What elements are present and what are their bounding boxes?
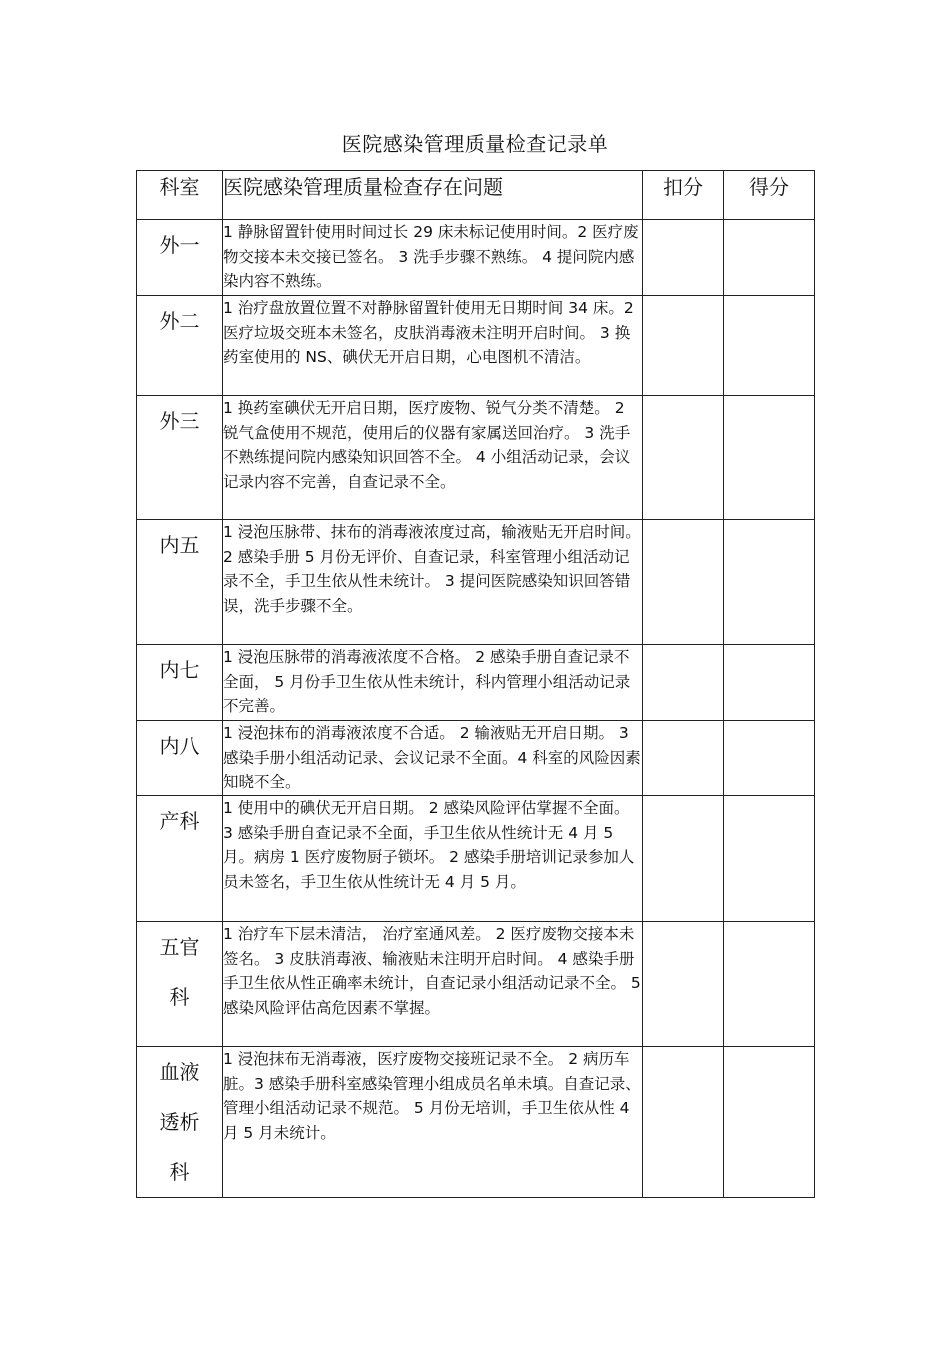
problem-cell: 1 浸泡压脉带、抹布的消毒液浓度过高，输液贴无开启时间。 2 感染手册 5 月份无评价、自查记录，科室管理小组活动记录不全，手卫生依从性未统计。 3 提问医院感染知识回答错误，洗手步骤不全。 bbox=[223, 520, 643, 645]
score-cell bbox=[724, 645, 815, 721]
score-cell bbox=[724, 1047, 815, 1198]
deduction-cell bbox=[643, 296, 724, 396]
department-line: 透析 bbox=[159, 1110, 200, 1134]
table-row bbox=[137, 396, 815, 520]
score-cell bbox=[724, 520, 815, 645]
score-cell bbox=[724, 296, 815, 396]
score-cell bbox=[724, 721, 815, 796]
header-deduction: 扣分 bbox=[643, 171, 724, 220]
department-cell: 产科 bbox=[137, 796, 223, 922]
problem-cell: 1 浸泡抹布的消毒液浓度不合适。 2 输液贴无开启日期。 3 感染手册小组活动记录、会议记录不全面。4 科室的风险因素知晓不全。 bbox=[223, 721, 643, 796]
problem-cell: 1 治疗车下层未清洁， 治疗室通风差。 2 医疗废物交接本未签名。 3 皮肤消毒液、输液贴未注明开启时间。 4 感染手册手卫生依从性正确率未统计，自查记录小组活动记录不全。 5 感染风险评估高危因素不掌握。 bbox=[223, 922, 643, 1047]
table-row bbox=[137, 796, 815, 922]
deduction-cell bbox=[643, 922, 724, 1047]
table-row bbox=[137, 296, 815, 396]
department-cell: 外三 bbox=[137, 396, 223, 520]
deduction-cell bbox=[643, 520, 724, 645]
department-cell: 外一 bbox=[137, 220, 223, 296]
document-title: 医院感染管理质量检查记录单 bbox=[341, 132, 609, 156]
score-cell bbox=[724, 796, 815, 922]
score-cell bbox=[724, 396, 815, 520]
department-cell bbox=[137, 922, 223, 1047]
problem-cell: 1 浸泡抹布无消毒液，医疗废物交接班记录不全。 2 病历车脏。3 感染手册科室感染管理小组成员名单未填。自查记录、管理小组活动记录不规范。 5 月份无培训，手卫生依从性 4 月 5 月未统计。 bbox=[223, 1047, 643, 1198]
header-department: 科室 bbox=[137, 171, 223, 220]
score-cell bbox=[724, 922, 815, 1047]
department-line: 五官 bbox=[159, 935, 200, 959]
table-row bbox=[137, 1047, 815, 1198]
department-cell: 内八 bbox=[137, 721, 223, 796]
score-cell bbox=[724, 220, 815, 296]
department-cell bbox=[137, 1047, 223, 1198]
table-header-row bbox=[137, 171, 815, 220]
department-line: 科 bbox=[169, 1160, 190, 1184]
table-row bbox=[137, 520, 815, 645]
deduction-cell bbox=[643, 1047, 724, 1198]
problem-cell: 1 换药室碘伏无开启日期，医疗废物、锐气分类不清楚。 2 锐气盒使用不规范，使用后的仪器有家属送回治疗。 3 洗手不熟练提问院内感染知识回答不全。 4 小组活动记录，会议记录内容不完善，自查记录不全。 bbox=[223, 396, 643, 520]
deduction-cell bbox=[643, 396, 724, 520]
department-line: 血液 bbox=[159, 1060, 200, 1084]
deduction-cell bbox=[643, 645, 724, 721]
header-problems: 医院感染管理质量检查存在问题 bbox=[223, 171, 643, 220]
department-line: 科 bbox=[169, 985, 190, 1009]
table-row bbox=[137, 922, 815, 1047]
problem-cell: 1 使用中的碘伏无开启日期。 2 感染风险评估掌握不全面。 3 感染手册自查记录不全面，手卫生依从性统计无 4 月 5 月。病房 1 医疗废物厨子锁坏。 2 感染手册培训记录参加人员未签名，手卫生依从性统计无 4 月 5 月。 bbox=[223, 796, 643, 922]
table-row bbox=[137, 220, 815, 296]
table-row bbox=[137, 645, 815, 721]
deduction-cell bbox=[643, 721, 724, 796]
inspection-record-table bbox=[136, 170, 815, 1198]
header-score: 得分 bbox=[724, 171, 815, 220]
problem-cell: 1 静脉留置针使用时间过长 29 床未标记使用时间。2 医疗废物交接本未交接已签名。 3 洗手步骤不熟练。 4 提问院内感染内容不熟练。 bbox=[223, 220, 643, 296]
department-cell: 外二 bbox=[137, 296, 223, 396]
deduction-cell bbox=[643, 796, 724, 922]
problem-cell: 1 浸泡压脉带的消毒液浓度不合格。 2 感染手册自查记录不全面， 5 月份手卫生依从性未统计，科内管理小组活动记录不完善。 bbox=[223, 645, 643, 721]
table-row bbox=[137, 721, 815, 796]
deduction-cell bbox=[643, 220, 724, 296]
problem-cell: 1 治疗盘放置位置不对静脉留置针使用无日期时间 34 床。2 医疗垃圾交班本未签名，皮肤消毒液未注明开启时间。 3 换药室使用的 NS、碘伏无开启日期，心电图机不清洁。 bbox=[223, 296, 643, 396]
department-cell: 内五 bbox=[137, 520, 223, 645]
department-cell: 内七 bbox=[137, 645, 223, 721]
